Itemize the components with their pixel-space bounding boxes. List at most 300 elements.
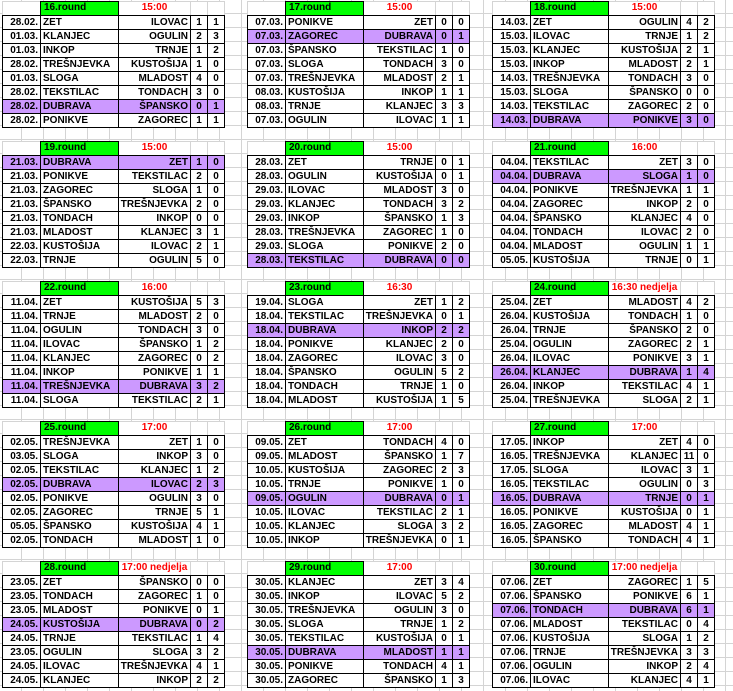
home-score-cell[interactable]: 2: [190, 170, 207, 183]
away-score-cell[interactable]: 0: [207, 170, 224, 183]
home-team-cell[interactable]: ŠPANSKO: [530, 590, 608, 603]
home-score-cell[interactable]: 3: [680, 114, 697, 127]
home-score-cell[interactable]: 3: [435, 352, 452, 365]
home-score-cell[interactable]: 0: [190, 100, 207, 113]
home-score-cell[interactable]: 4: [190, 520, 207, 533]
away-team-cell[interactable]: TRNJE: [363, 618, 435, 631]
home-score-cell[interactable]: 4: [680, 534, 697, 547]
away-team-cell[interactable]: ŠPANSKO: [118, 338, 190, 351]
away-score-cell[interactable]: 1: [697, 184, 714, 197]
home-team-cell[interactable]: ZET: [530, 296, 608, 309]
date-cell[interactable]: 18.04.: [255, 353, 283, 364]
home-team-cell[interactable]: ZET: [40, 296, 118, 309]
round-header-cell[interactable]: 20.round: [285, 141, 364, 155]
away-score-cell[interactable]: 2: [452, 590, 469, 603]
away-score-cell[interactable]: 2: [207, 646, 224, 659]
date-cell[interactable]: 11.04.: [10, 353, 38, 364]
date-cell[interactable]: 01.03.: [10, 73, 38, 84]
away-team-cell[interactable]: INKOP: [118, 450, 190, 463]
date-cell[interactable]: 28.02.: [10, 17, 38, 28]
away-score-cell[interactable]: 0: [207, 310, 224, 323]
away-team-cell[interactable]: TONDACH: [608, 72, 680, 85]
away-team-cell[interactable]: PONIKVE: [118, 366, 190, 379]
away-team-cell[interactable]: TRNJE: [608, 492, 680, 505]
away-score-cell[interactable]: 1: [452, 660, 469, 673]
home-score-cell[interactable]: 1: [190, 464, 207, 477]
away-team-cell[interactable]: KUSTOŠIJA: [363, 170, 435, 183]
home-team-cell[interactable]: TRNJE: [285, 478, 363, 491]
date-cell[interactable]: 07.06.: [500, 619, 528, 630]
away-team-cell[interactable]: TREŠNJEVKA: [118, 660, 190, 673]
away-team-cell[interactable]: TEKSTILAC: [363, 44, 435, 57]
home-score-cell[interactable]: 4: [680, 296, 697, 309]
home-score-cell[interactable]: 4: [680, 674, 697, 687]
away-score-cell[interactable]: 2: [207, 44, 224, 57]
round-header-cell[interactable]: 19.round: [40, 141, 119, 155]
home-team-cell[interactable]: PONIKVE: [285, 338, 363, 351]
home-team-cell[interactable]: ZET: [530, 576, 608, 589]
date-cell[interactable]: 07.06.: [500, 675, 528, 686]
home-score-cell[interactable]: 1: [190, 632, 207, 645]
away-team-cell[interactable]: KLANJEC: [363, 100, 435, 113]
away-team-cell[interactable]: ILOVAC: [118, 240, 190, 253]
date-cell[interactable]: 11.04.: [10, 339, 38, 350]
home-team-cell[interactable]: DUBRAVA: [530, 170, 608, 183]
away-score-cell[interactable]: 2: [207, 352, 224, 365]
away-team-cell[interactable]: TONDACH: [363, 436, 435, 449]
date-cell[interactable]: 24.05.: [10, 633, 38, 644]
away-team-cell[interactable]: ZAGOREC: [608, 576, 680, 589]
date-cell[interactable]: 21.03.: [10, 199, 38, 210]
home-score-cell[interactable]: 0: [435, 310, 452, 323]
date-cell[interactable]: 29.03.: [255, 241, 283, 252]
away-score-cell[interactable]: 1: [452, 492, 469, 505]
away-score-cell[interactable]: 0: [697, 450, 714, 463]
date-cell[interactable]: 11.04.: [10, 297, 38, 308]
date-cell[interactable]: 10.05.: [255, 465, 283, 476]
home-team-cell[interactable]: INKOP: [530, 58, 608, 71]
away-score-cell[interactable]: 0: [452, 240, 469, 253]
home-team-cell[interactable]: TREŠNJEVKA: [40, 58, 118, 71]
home-score-cell[interactable]: 2: [435, 324, 452, 337]
home-team-cell[interactable]: SLOGA: [285, 240, 363, 253]
home-team-cell[interactable]: MLADOST: [285, 450, 363, 463]
header-spacer-cell[interactable]: [435, 281, 453, 295]
date-cell[interactable]: 30.05.: [248, 646, 285, 659]
away-team-cell[interactable]: SLOGA: [118, 646, 190, 659]
date-cell[interactable]: 16.05.: [500, 521, 528, 532]
home-score-cell[interactable]: 3: [435, 520, 452, 533]
home-score-cell[interactable]: 1: [435, 478, 452, 491]
header-spacer-cell[interactable]: [697, 281, 715, 295]
home-score-cell[interactable]: 2: [680, 100, 697, 113]
home-team-cell[interactable]: TONDACH: [530, 226, 608, 239]
home-score-cell[interactable]: 1: [680, 366, 697, 379]
away-score-cell[interactable]: 3: [697, 478, 714, 491]
away-team-cell[interactable]: MLADOST: [118, 72, 190, 85]
home-team-cell[interactable]: KUSTOŠIJA: [530, 254, 608, 267]
away-team-cell[interactable]: OGULIN: [118, 254, 190, 267]
home-team-cell[interactable]: KUSTOŠIJA: [285, 86, 363, 99]
away-team-cell[interactable]: MLADOST: [608, 58, 680, 71]
header-spacer-cell[interactable]: [452, 281, 470, 295]
header-spacer-cell[interactable]: [190, 561, 208, 575]
home-score-cell[interactable]: 0: [190, 212, 207, 225]
away-team-cell[interactable]: ZET: [118, 156, 190, 169]
away-team-cell[interactable]: TREŠNJEVKA: [118, 198, 190, 211]
away-team-cell[interactable]: TONDACH: [363, 198, 435, 211]
home-score-cell[interactable]: 4: [190, 72, 207, 85]
home-team-cell[interactable]: TREŠNJEVKA: [530, 394, 608, 407]
home-score-cell[interactable]: 3: [680, 352, 697, 365]
date-cell[interactable]: 30.05.: [255, 577, 283, 588]
away-score-cell[interactable]: 2: [452, 296, 469, 309]
home-team-cell[interactable]: MLADOST: [40, 604, 118, 617]
home-team-cell[interactable]: DUBRAVA: [285, 324, 363, 337]
home-team-cell[interactable]: TEKSTILAC: [285, 254, 363, 267]
date-cell[interactable]: 30.05.: [255, 619, 283, 630]
home-team-cell[interactable]: KLANJEC: [285, 198, 363, 211]
away-score-cell[interactable]: 0: [207, 254, 224, 267]
home-team-cell[interactable]: ZAGOREC: [40, 506, 118, 519]
away-team-cell[interactable]: SLOGA: [363, 520, 435, 533]
away-team-cell[interactable]: ILOVAC: [363, 114, 435, 127]
date-cell[interactable]: 04.04.: [500, 241, 528, 252]
away-score-cell[interactable]: 0: [697, 226, 714, 239]
away-score-cell[interactable]: 0: [207, 450, 224, 463]
date-cell[interactable]: 14.03.: [493, 114, 530, 127]
away-score-cell[interactable]: 1: [452, 170, 469, 183]
home-score-cell[interactable]: 2: [435, 464, 452, 477]
date-cell[interactable]: 21.03.: [10, 213, 38, 224]
away-team-cell[interactable]: TONDACH: [608, 534, 680, 547]
away-score-cell[interactable]: 5: [697, 576, 714, 589]
date-cell[interactable]: 21.03.: [10, 185, 38, 196]
date-cell[interactable]: 25.04.: [500, 339, 528, 350]
date-cell[interactable]: 15.03.: [500, 45, 528, 56]
home-score-cell[interactable]: 5: [190, 506, 207, 519]
home-score-cell[interactable]: 1: [435, 674, 452, 687]
home-score-cell[interactable]: 1: [190, 156, 207, 169]
date-cell[interactable]: 03.05.: [10, 451, 38, 462]
date-cell[interactable]: 29.03.: [255, 185, 283, 196]
home-score-cell[interactable]: 1: [190, 436, 207, 449]
home-team-cell[interactable]: KLANJEC: [285, 576, 363, 589]
home-team-cell[interactable]: TONDACH: [40, 534, 118, 547]
away-team-cell[interactable]: ŠPANSKO: [118, 576, 190, 589]
header-spacer-cell[interactable]: [247, 421, 286, 435]
away-score-cell[interactable]: 2: [452, 324, 469, 337]
away-team-cell[interactable]: MLADOST: [608, 520, 680, 533]
away-score-cell[interactable]: 0: [452, 604, 469, 617]
away-score-cell[interactable]: 3: [452, 674, 469, 687]
away-score-cell[interactable]: 0: [207, 492, 224, 505]
header-spacer-cell[interactable]: [247, 561, 286, 575]
round-header-cell[interactable]: 23.round: [285, 281, 364, 295]
header-spacer-cell[interactable]: [247, 281, 286, 295]
date-cell[interactable]: 02.05.: [10, 465, 38, 476]
away-team-cell[interactable]: DUBRAVA: [363, 254, 435, 267]
home-team-cell[interactable]: ILOVAC: [530, 30, 608, 43]
away-team-cell[interactable]: PONIKVE: [363, 240, 435, 253]
away-score-cell[interactable]: 1: [697, 58, 714, 71]
home-score-cell[interactable]: 3: [680, 72, 697, 85]
away-score-cell[interactable]: 0: [207, 590, 224, 603]
header-spacer-cell[interactable]: [247, 1, 286, 15]
date-cell[interactable]: 16.05.: [500, 535, 528, 546]
away-team-cell[interactable]: DUBRAVA: [608, 366, 680, 379]
date-cell[interactable]: 22.03.: [10, 255, 38, 266]
home-score-cell[interactable]: 3: [190, 86, 207, 99]
header-spacer-cell[interactable]: [435, 141, 453, 155]
away-score-cell[interactable]: 1: [452, 86, 469, 99]
away-score-cell[interactable]: 0: [207, 198, 224, 211]
time-header-cell[interactable]: 15:00: [363, 1, 436, 15]
date-cell[interactable]: 10.05.: [255, 479, 283, 490]
away-score-cell[interactable]: 1: [452, 156, 469, 169]
home-team-cell[interactable]: KLANJEC: [40, 30, 118, 43]
home-team-cell[interactable]: TREŠNJEVKA: [285, 604, 363, 617]
away-team-cell[interactable]: KUSTOŠIJA: [118, 58, 190, 71]
away-team-cell[interactable]: TEKSTILAC: [363, 506, 435, 519]
away-score-cell[interactable]: 5: [452, 394, 469, 407]
home-score-cell[interactable]: 5: [435, 366, 452, 379]
home-team-cell[interactable]: INKOP: [285, 212, 363, 225]
time-header-cell[interactable]: 16:00: [608, 141, 681, 155]
away-score-cell[interactable]: 1: [207, 226, 224, 239]
away-score-cell[interactable]: 1: [697, 604, 714, 617]
date-cell[interactable]: 15.03.: [500, 31, 528, 42]
date-cell[interactable]: 01.03.: [10, 31, 38, 42]
time-header-cell[interactable]: 15:00: [363, 141, 436, 155]
away-score-cell[interactable]: 0: [207, 324, 224, 337]
date-cell[interactable]: 18.04.: [255, 367, 283, 378]
header-spacer-cell[interactable]: [207, 421, 225, 435]
home-team-cell[interactable]: SLOGA: [285, 58, 363, 71]
away-score-cell[interactable]: 2: [207, 464, 224, 477]
home-score-cell[interactable]: 1: [680, 576, 697, 589]
home-score-cell[interactable]: 3: [435, 58, 452, 71]
away-team-cell[interactable]: TRNJE: [363, 380, 435, 393]
time-header-cell[interactable]: 15:00: [118, 141, 191, 155]
time-header-cell[interactable]: 15:00: [118, 1, 191, 15]
home-score-cell[interactable]: 0: [190, 618, 207, 631]
home-team-cell[interactable]: MLADOST: [530, 618, 608, 631]
away-score-cell[interactable]: 0: [452, 16, 469, 29]
round-header-cell[interactable]: 17.round: [285, 1, 364, 15]
away-score-cell[interactable]: 1: [452, 534, 469, 547]
away-team-cell[interactable]: KLANJEC: [363, 338, 435, 351]
away-score-cell[interactable]: 0: [452, 254, 469, 267]
home-team-cell[interactable]: DUBRAVA: [530, 114, 608, 127]
home-score-cell[interactable]: 1: [190, 534, 207, 547]
date-cell[interactable]: 02.05.: [10, 493, 38, 504]
date-cell[interactable]: 17.05.: [500, 465, 528, 476]
away-team-cell[interactable]: KLANJEC: [118, 226, 190, 239]
home-team-cell[interactable]: OGULIN: [530, 660, 608, 673]
away-team-cell[interactable]: TONDACH: [608, 310, 680, 323]
home-team-cell[interactable]: TEKSTILAC: [40, 86, 118, 99]
away-team-cell[interactable]: ŠPANSKO: [363, 450, 435, 463]
home-score-cell[interactable]: 2: [435, 240, 452, 253]
away-team-cell[interactable]: ILOVAC: [118, 478, 190, 491]
away-score-cell[interactable]: 0: [207, 184, 224, 197]
home-team-cell[interactable]: PONIKVE: [530, 506, 608, 519]
date-cell[interactable]: 18.04.: [255, 339, 283, 350]
header-spacer-cell[interactable]: [435, 561, 453, 575]
date-cell[interactable]: 11.04.: [10, 311, 38, 322]
away-team-cell[interactable]: ZET: [363, 296, 435, 309]
away-team-cell[interactable]: OGULIN: [118, 30, 190, 43]
away-team-cell[interactable]: OGULIN: [363, 604, 435, 617]
date-cell[interactable]: 16.05.: [500, 507, 528, 518]
header-spacer-cell[interactable]: [2, 281, 41, 295]
home-team-cell[interactable]: OGULIN: [285, 492, 363, 505]
away-team-cell[interactable]: MLADOST: [363, 72, 435, 85]
away-team-cell[interactable]: ILOVAC: [608, 464, 680, 477]
home-team-cell[interactable]: PONIKVE: [40, 114, 118, 127]
header-spacer-cell[interactable]: [207, 141, 225, 155]
home-score-cell[interactable]: 0: [190, 352, 207, 365]
date-cell[interactable]: 08.03.: [255, 101, 283, 112]
away-team-cell[interactable]: KUSTOŠIJA: [118, 296, 190, 309]
away-score-cell[interactable]: 0: [207, 576, 224, 589]
home-score-cell[interactable]: 5: [435, 590, 452, 603]
away-score-cell[interactable]: 0: [697, 170, 714, 183]
home-team-cell[interactable]: KLANJEC: [40, 352, 118, 365]
home-score-cell[interactable]: 2: [680, 324, 697, 337]
away-score-cell[interactable]: 1: [697, 520, 714, 533]
date-cell[interactable]: 28.02.: [10, 87, 38, 98]
away-score-cell[interactable]: 1: [207, 240, 224, 253]
away-team-cell[interactable]: ILOVAC: [363, 352, 435, 365]
away-score-cell[interactable]: 2: [207, 618, 224, 631]
away-team-cell[interactable]: ZET: [363, 16, 435, 29]
home-team-cell[interactable]: PONIKVE: [530, 184, 608, 197]
date-cell[interactable]: 28.02.: [3, 100, 40, 113]
header-spacer-cell[interactable]: [190, 1, 208, 15]
away-score-cell[interactable]: 1: [452, 646, 469, 659]
home-team-cell[interactable]: DUBRAVA: [40, 156, 118, 169]
away-score-cell[interactable]: 1: [452, 114, 469, 127]
date-cell[interactable]: 28.03.: [255, 171, 283, 182]
away-team-cell[interactable]: KUSTOŠIJA: [363, 394, 435, 407]
date-cell[interactable]: 09.05.: [255, 437, 283, 448]
home-team-cell[interactable]: TEKSTILAC: [530, 478, 608, 491]
date-cell[interactable]: 29.03.: [255, 213, 283, 224]
home-score-cell[interactable]: 4: [435, 436, 452, 449]
home-team-cell[interactable]: INKOP: [285, 590, 363, 603]
date-cell[interactable]: 23.05.: [10, 605, 38, 616]
date-cell[interactable]: 21.03.: [10, 171, 38, 182]
home-score-cell[interactable]: 1: [190, 366, 207, 379]
date-cell[interactable]: 26.04.: [500, 311, 528, 322]
away-team-cell[interactable]: KUSTOŠIJA: [363, 632, 435, 645]
home-score-cell[interactable]: 3: [190, 226, 207, 239]
header-spacer-cell[interactable]: [2, 141, 41, 155]
home-team-cell[interactable]: PONIKVE: [285, 16, 363, 29]
date-cell[interactable]: 26.04.: [500, 353, 528, 364]
header-spacer-cell[interactable]: [190, 421, 208, 435]
away-score-cell[interactable]: 0: [452, 436, 469, 449]
away-team-cell[interactable]: ZET: [363, 576, 435, 589]
away-score-cell[interactable]: 1: [697, 352, 714, 365]
away-team-cell[interactable]: DUBRAVA: [363, 30, 435, 43]
home-score-cell[interactable]: 5: [190, 254, 207, 267]
home-team-cell[interactable]: SLOGA: [40, 394, 118, 407]
header-spacer-cell[interactable]: [492, 281, 531, 295]
away-score-cell[interactable]: 0: [697, 100, 714, 113]
home-score-cell[interactable]: 1: [435, 114, 452, 127]
header-spacer-cell[interactable]: [207, 1, 225, 15]
away-team-cell[interactable]: MLADOST: [118, 534, 190, 547]
date-cell[interactable]: 10.05.: [255, 521, 283, 532]
home-score-cell[interactable]: 1: [680, 30, 697, 43]
away-team-cell[interactable]: TEKSTILAC: [608, 380, 680, 393]
date-cell[interactable]: 28.03.: [255, 227, 283, 238]
home-score-cell[interactable]: 1: [435, 44, 452, 57]
date-cell[interactable]: 24.05.: [10, 675, 38, 686]
date-cell[interactable]: 18.04.: [248, 324, 285, 337]
date-cell[interactable]: 30.05.: [255, 661, 283, 672]
header-spacer-cell[interactable]: [680, 281, 698, 295]
away-score-cell[interactable]: 3: [697, 646, 714, 659]
home-team-cell[interactable]: MLADOST: [530, 240, 608, 253]
away-team-cell[interactable]: ZET: [118, 436, 190, 449]
header-spacer-cell[interactable]: [2, 421, 41, 435]
home-score-cell[interactable]: 3: [190, 380, 207, 393]
away-team-cell[interactable]: OGULIN: [608, 16, 680, 29]
home-team-cell[interactable]: TEKSTILAC: [285, 310, 363, 323]
round-header-cell[interactable]: 28.round: [40, 561, 119, 575]
round-header-cell[interactable]: 21.round: [530, 141, 609, 155]
away-score-cell[interactable]: 4: [697, 618, 714, 631]
home-score-cell[interactable]: 0: [435, 254, 452, 267]
away-team-cell[interactable]: TRNJE: [608, 30, 680, 43]
home-team-cell[interactable]: TREŠNJEVKA: [40, 436, 118, 449]
home-score-cell[interactable]: 1: [680, 184, 697, 197]
home-score-cell[interactable]: 2: [680, 44, 697, 57]
home-team-cell[interactable]: ŠPANSKO: [530, 534, 608, 547]
round-header-cell[interactable]: 26.round: [285, 421, 364, 435]
date-cell[interactable]: 25.04.: [500, 297, 528, 308]
away-score-cell[interactable]: 2: [452, 198, 469, 211]
home-score-cell[interactable]: 2: [190, 310, 207, 323]
date-cell[interactable]: 07.06.: [493, 604, 530, 617]
home-score-cell[interactable]: 1: [680, 170, 697, 183]
away-score-cell[interactable]: 1: [452, 30, 469, 43]
header-spacer-cell[interactable]: [452, 421, 470, 435]
away-team-cell[interactable]: ŠPANSKO: [118, 100, 190, 113]
away-team-cell[interactable]: TONDACH: [363, 660, 435, 673]
date-cell[interactable]: 07.06.: [500, 577, 528, 588]
date-cell[interactable]: 02.05.: [10, 507, 38, 518]
date-cell[interactable]: 11.04.: [10, 395, 38, 406]
time-header-cell[interactable]: 16:00: [118, 281, 191, 295]
away-team-cell[interactable]: MLADOST: [608, 296, 680, 309]
home-score-cell[interactable]: 4: [680, 520, 697, 533]
header-spacer-cell[interactable]: [2, 1, 41, 15]
away-score-cell[interactable]: 0: [697, 72, 714, 85]
home-team-cell[interactable]: TREŠNJEVKA: [40, 380, 118, 393]
home-team-cell[interactable]: TREŠNJEVKA: [285, 226, 363, 239]
away-team-cell[interactable]: ZAGOREC: [363, 226, 435, 239]
date-cell[interactable]: 07.03.: [255, 59, 283, 70]
home-score-cell[interactable]: 0: [190, 604, 207, 617]
home-team-cell[interactable]: ZAGOREC: [530, 520, 608, 533]
away-score-cell[interactable]: 1: [697, 492, 714, 505]
home-score-cell[interactable]: 3: [680, 156, 697, 169]
